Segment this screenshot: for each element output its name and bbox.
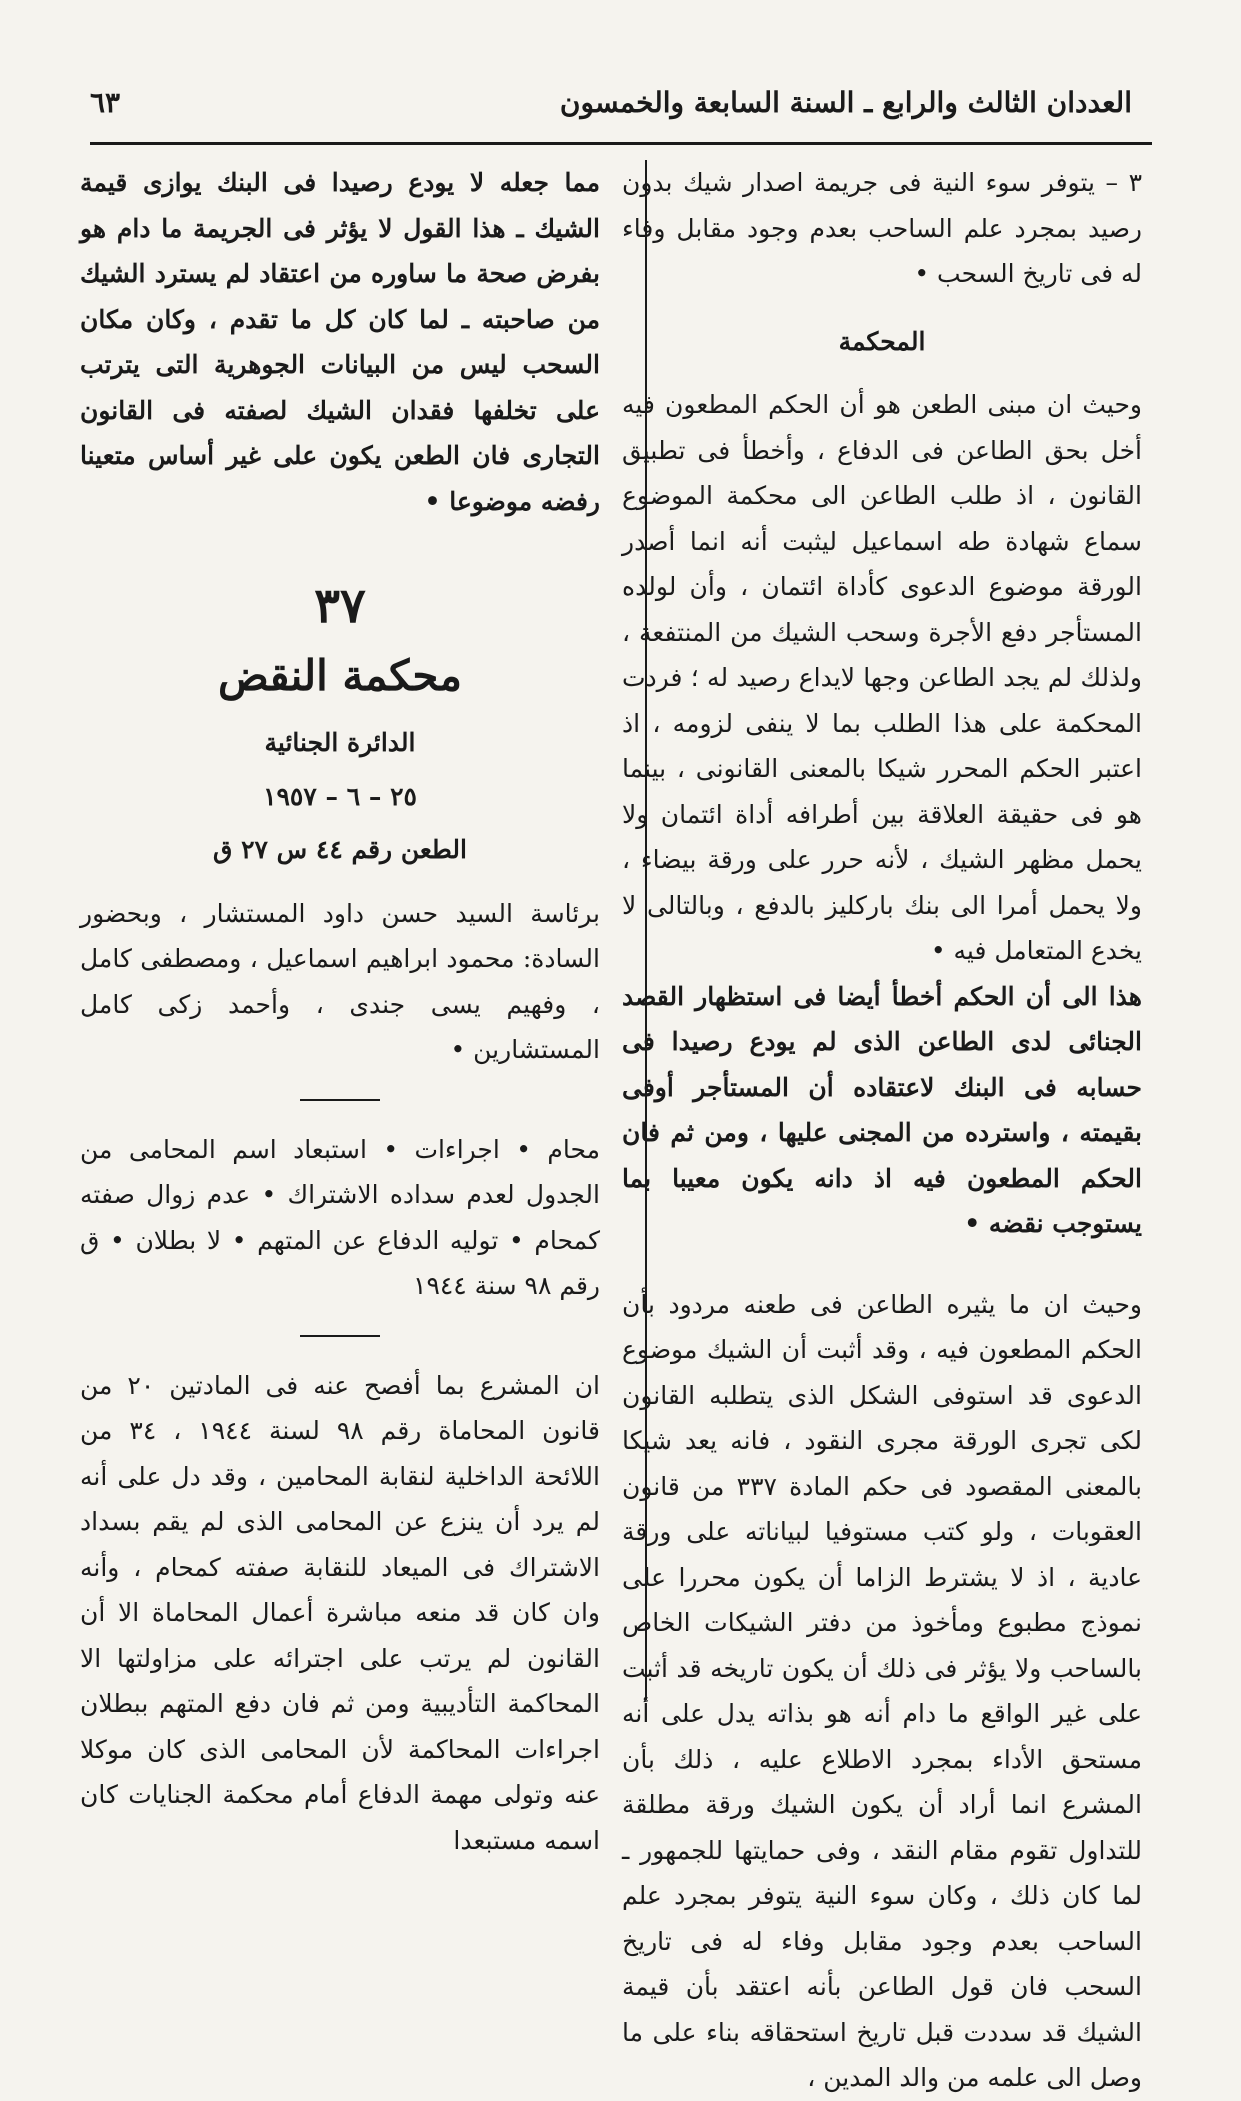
legal-point-3: ٣ – يتوفر سوء النية فى جريمة اصدار شيك بدون رصيد بمجرد علم الساحب بعدم وجود مقابل وفاء له فى تاريخ السحب • xyxy=(622,168,1142,288)
journal-issue-title: العددان الثالث والرابع ـ السنة السابعة والخمسون xyxy=(559,85,1132,119)
section-heading: المحكمة xyxy=(838,326,926,356)
ruling-continuation: مما جعله لا يودع رصيدا فى البنك يوازى قيمة الشيك ـ هذا القول لا يؤثر فى الجريمة ما دام هو بفرض صحة ما ساوره من اعتقاد لم يسترد الشيك من صاحبته ـ لما كان كل ما تقدم ، وكان مكان السحب ليس من البيانات الجوهرية التى يترتب على تخلفها فقدان الشيك لصفته فى القانون التجارى فان الطعن يكون على غير أساس متعينا رفضه موضوعا • xyxy=(80,168,600,516)
court-name: محكمة النقض xyxy=(217,651,463,700)
column-divider xyxy=(645,160,647,1700)
circuit-name: الدائرة الجنائية xyxy=(264,728,416,757)
ruling-paragraph-2: وحيث ان ما يثيره الطاعن فى طعنه مردود بأن الحكم المطعون فيه ، وقد أثبت أن الشيك موضوع الدعوى قد استوفى الشكل الذى يتطلبه القانون لكى تجرى الورقة مجرى النقود ، فانه يعد شيكا بالمعنى المقصود فى حكم المادة ٣٣٧ من قانون العقوبات ، ولو كتب مستوفيا لبياناته على ورقة عادية ، اذ لا يشترط الزاما أن يكون محررا على نموذج مطبوع ومأخوذ من دفتر الشيكات الخاص بالساحب ولا يؤثر فى ذلك أن يكون تاريخه قد أثبت على غير الواقع ما دام أنه هو بذاته يدل على أنه مستحق الأداء بمجرد الاطلاع عليه ، ذلك بأن المشرع انما أراد أن يكون الشيك ورقة مطلقة للتداول تقوم مقام النقد ، وفى حمايتها للجمهور ـ لما كان ذلك ، وكان سوء النية يتوفر بمجرد علم الساحب بعدم وجود مقابل وفاء له فى تاريخ السحب فان قول الطاعن بأنه اعتقد بأن قيمة الشيك قد سددت قبل تاريخ استحقاقه بناء على ما وصل الى علمه من والد المدين ، xyxy=(622,1289,1142,2092)
header-rule xyxy=(90,142,1152,145)
legal-principle: ان المشرع بما أفصح عنه فى المادتين ٢٠ من قانون المحاماة رقم ٩٨ لسنة ١٩٤٤ ، ٣٤ من اللائحة الداخلية لنقابة المحامين ، وقد دل على أنه لم يرد أن ينزع عن المحامى الذى لم يقم بسداد الاشتراك فى الميعاد للنقابة صفته كمحام ، وأنه وان كان قد منعه مباشرة أعمال المحاماة الا أن القانون لم يرتب على اجترائه على مزاولتها الا المحاكمة التأديبية ومن ثم فان دفع المتهم ببطلان اجراءات المحاكمة لأن المحامى الذى كان موكلا عنه وتولى مهمة الدفاع أمام محكمة الجنايات كان اسمه مستبعدا xyxy=(80,1370,601,1855)
keywords: محام • اجراءات • استبعاد اسم المحامى من الجدول لعدم سداده الاشتراك • عدم زوال صفته كمحام • توليه الدفاع عن المتهم • لا بطلان • ق رقم ٩٨ سنة ١٩٤٤ xyxy=(80,1134,600,1300)
running-header xyxy=(90,72,1132,132)
appeal-number: الطعن رقم ٤٤ س ٢٧ ق xyxy=(213,835,467,864)
separator-rule-2 xyxy=(300,1335,380,1337)
right-column xyxy=(622,160,1142,2101)
page-number: ٦٣ xyxy=(90,85,121,119)
presidency-panel: برئاسة السيد حسن داود المستشار ، وبحضور السادة: محمود ابراهيم اسماعيل ، ومصطفى كامل ، وفهيم يسى جندى ، وأحمد زكى كامل المستشارين • xyxy=(80,898,600,1064)
case-number: ٣٧ xyxy=(314,578,366,634)
ruling-paragraph-1b: هذا الى أن الحكم أخطأ أيضا فى استظهار القصد الجنائى لدى الطاعن الذى لم يودع رصيدا فى حسابه فى البنك لاعتقاده أن المستأجر أوفى بقيمته ، واسترده من المجنى عليها ، ومن ثم فان الحكم المطعون فيه اذ دانه يكون معيبا بما يستوجب نقضه • xyxy=(622,981,1142,1238)
journal-page xyxy=(50,50,1192,2092)
session-date: ٢٥ – ٦ – ١٩٥٧ xyxy=(263,781,417,811)
left-column xyxy=(80,160,600,1863)
separator-rule xyxy=(300,1099,380,1101)
ruling-paragraph-1: وحيث ان مبنى الطعن هو أن الحكم المطعون فيه أخل بحق الطاعن فى الدفاع ، وأخطأ فى تطبيق القانون ، اذ طلب الطاعن الى محكمة الموضوع سماع شهادة طه اسماعيل ليثبت أنه انما أصدر الورقة موضوع الدعوى كأداة ائتمان ، وأن لولده المستأجر دفع الأجرة وسحب الشيك من المنتفعة ، ولذلك لم يجد الطاعن وجها لايداع رصيد له ؛ فردت المحكمة على هذا الطلب بما لا ينفى لزومه ، اذ اعتبر الحكم المحرر شيكا بالمعنى القانونى ، بينما هو فى حقيقة العلاقة بين أطرافه أداة ائتمان ولا يحمل مظهر الشيك ، لأنه حرر على ورقة بيضاء ، ولا يحمل أمرا الى بنك باركليز بالدفع ، وبالتالى لا يخدع المتعامل فيه • xyxy=(622,390,1142,965)
paragraph-gap xyxy=(622,1247,1142,1282)
